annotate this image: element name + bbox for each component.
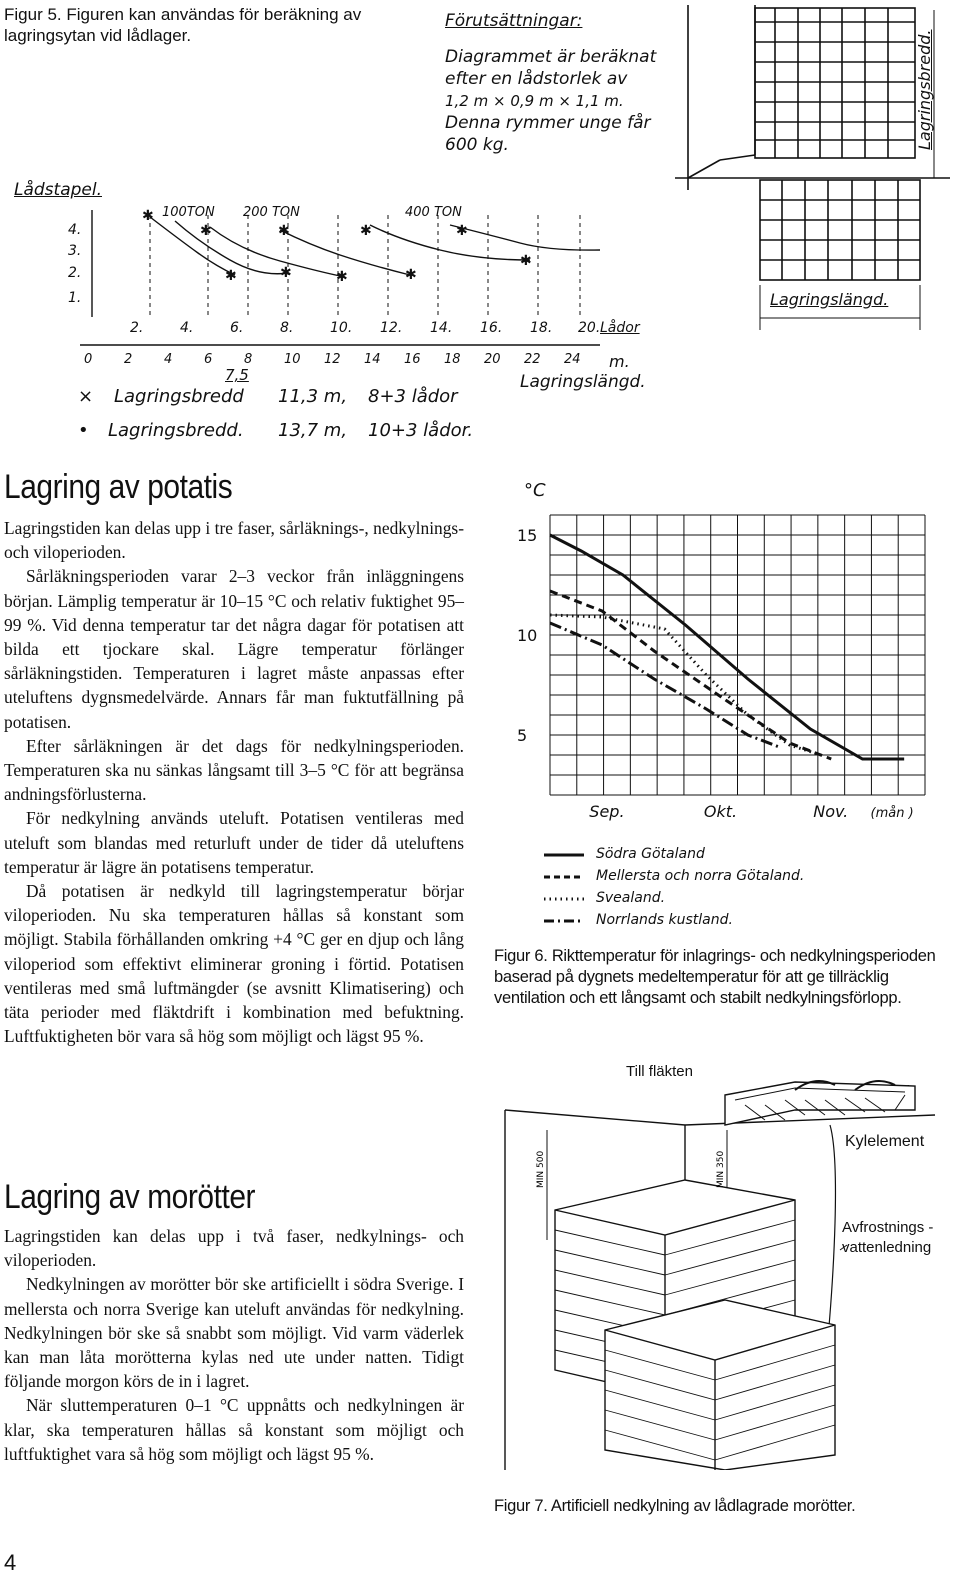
potatis-body xyxy=(4,516,464,1048)
fig5-assumptions xyxy=(445,10,685,156)
y-tick-label: 15 xyxy=(517,526,538,545)
fig6-temperature-chart xyxy=(515,505,960,830)
morotter-body xyxy=(4,1224,464,1466)
svg-text:✱: ✱ xyxy=(280,265,292,281)
svg-text:✱: ✱ xyxy=(336,269,348,285)
x-month-label: Okt. xyxy=(703,802,738,821)
svg-text:✱: ✱ xyxy=(200,223,212,239)
fig6-legend-item: Svealand. xyxy=(596,890,666,906)
fig5-legend xyxy=(78,380,518,448)
series-line-dot xyxy=(550,615,821,755)
svg-text:✱: ✱ xyxy=(278,223,290,239)
fig5-length-dimension-label xyxy=(770,290,888,309)
fig5-assumption-line: 600 kg. xyxy=(445,135,509,155)
figure-5-caption xyxy=(4,4,384,46)
fig5-tonnage-400: 400 TON xyxy=(405,205,462,220)
fig5-langd-axis-label: Lagringslängd. xyxy=(520,372,646,392)
fig5-tonnage-100: 100TON xyxy=(162,205,215,220)
svg-text:✱: ✱ xyxy=(405,267,417,283)
figure-7-caption xyxy=(494,1496,944,1517)
potatis-paragraph: Efter sårläkningen är det dags för nedkylningsperioden. Temperaturen ska nu sänkas långsamt till 3–5 °C för att begränsa andningsförlusterna. xyxy=(4,735,464,805)
x-month-label: (mån ) xyxy=(870,806,914,821)
fig7-storage-drawing xyxy=(495,1070,960,1470)
svg-text:✱: ✱ xyxy=(225,268,237,284)
fig6-legend-item: Mellersta och norra Götaland. xyxy=(596,868,805,884)
fig6-unit-label: °C xyxy=(524,480,546,501)
fig5-stack-tick: 2. xyxy=(68,265,82,281)
fig5-assumption-line: Diagrammet är beräknat xyxy=(445,47,657,67)
cross-marker-icon: × xyxy=(78,386,94,407)
fig5-stack-tick: 4. xyxy=(68,222,82,238)
page-number: 4 xyxy=(4,1550,17,1575)
potatis-heading: Lagring av potatis xyxy=(4,468,233,506)
fig5-assumptions-title: Förutsättningar: xyxy=(445,11,583,31)
x-month-label: Nov. xyxy=(813,802,849,821)
fig6-legend-item: Södra Götaland xyxy=(596,846,705,862)
fig5-assumption-line: efter en lådstorlek av xyxy=(445,69,628,89)
morotter-paragraph: Nedkylningen av morötter bör ske artificiellt i södra Sverige. I mellersta och norra Sverige kan uteluft användas för nedkylning. Nedkylningen bör ske så snabbt som möjligt. Vid varm väderlek kan man låta morötterna kylas ned ute under natten. Tidigt följande morgon körs de in i lagret. xyxy=(4,1274,464,1392)
fig5-stack-tick: 1. xyxy=(68,290,82,306)
fig5-ladstapel-label xyxy=(14,180,102,200)
figure-5-caption-text: Figur 5. Figuren kan användas för beräkning av lagringsytan vid lådlager. xyxy=(4,5,362,45)
figure-6-caption xyxy=(494,946,944,1009)
fig7-defrost-label: Avfrostnings - vattenledning xyxy=(842,1219,934,1256)
potatis-paragraph: Då potatisen är nedkyld till lagringstemperatur börjar viloperioden. Nu ska temperaturen hållas så konstant som möjligt. Stabila förhållanden omkring +4 °C ger en djup och lång viloperiod som effektivt eliminerar groning i förtid. Potatisen ventileras med små luftmängder (se avsnitt Klimatisering) och täta perioder med fläktdrift i kombination med befuktning. Luftfuktigheten bör vara så hög som möjligt och lägst 95 %. xyxy=(4,881,464,1047)
x-month-label: Sep. xyxy=(589,802,625,821)
morotter-paragraph: Lagringstiden kan delas upp i två faser, nedkylnings- och viloperioden. xyxy=(4,1226,464,1271)
y-tick-label: 10 xyxy=(517,626,538,645)
fig5-marker-75: 7,5 xyxy=(225,366,249,384)
fig5-stack-tick: 3. xyxy=(68,243,82,259)
dot-marker-icon: • xyxy=(78,420,89,441)
fig5-tonnage-200: 200 TON xyxy=(243,205,300,220)
svg-text:✱: ✱ xyxy=(142,208,154,224)
svg-text:✱: ✱ xyxy=(360,223,372,239)
series-line-dashdot xyxy=(550,623,779,747)
ladstapel-text: Lådstapel. xyxy=(14,180,102,200)
fig5-assumption-line: Denna rymmer unge får xyxy=(445,113,651,133)
fig6-legend-item: Norrlands kustland. xyxy=(596,912,733,928)
lagringslangd-label: Lagringslängd. xyxy=(770,290,889,309)
morotter-heading: Lagring av morötter xyxy=(4,1178,256,1216)
fig7-min500-label: MIN 500 xyxy=(536,1150,546,1188)
lagringsbredd-label: Lagringsbredd. xyxy=(915,29,934,150)
figure-7-caption-text: Figur 7. Artificiell nedkylning av lådlagrade morötter. xyxy=(494,1497,856,1515)
y-tick-label: 5 xyxy=(517,726,528,745)
fig7-fan-label: Till fläkten xyxy=(626,1063,693,1080)
svg-text:✱: ✱ xyxy=(520,253,532,269)
potatis-paragraph: För nedkylning används uteluft. Potatisen ventileras med uteluft som blandas med returluft under de tider då uteluftens temperatur är lägre än potatisens temperatur. xyxy=(4,808,464,877)
potatis-paragraph: Sårläkningsperioden varar 2–3 veckor från inläggningens början. Lämplig temperatur är 10–15 °C och relativ fuktighet 95–99 %. Vid denna temperatur tar det några dagar för potatisen att bilda ett tjockare skal. Lägre temperatur förlänger sårläkningstiden. Temperaturen i lagret måste anpassas efter uteluftens dygnsmedelvärde. Annars får man fuktutfällning på potatisen. xyxy=(4,566,464,732)
fig5-stack-chart xyxy=(80,205,620,370)
morotter-paragraph: När sluttemperaturen 0–1 °C uppnåtts och nedkylningen är klar, ska temperaturen hållas så konstant som möjligt och luftfuktighet vara så hög som möjligt och lägst 95 %. xyxy=(4,1395,464,1464)
svg-text:✱: ✱ xyxy=(456,223,468,239)
fig5-lador-ticks: 2. 4. 6. 8. 10. 12. 14. 16. 18. 20. Lådor xyxy=(130,320,640,336)
fig7-min350-label: MIN 350 xyxy=(716,1150,726,1188)
fig5-meter-ticks: 0 2 4 6 8 10 12 14 16 18 20 22 24 m. xyxy=(84,352,630,371)
fig5-legend-row: • Lagringsbredd. 13,7 m, 10+3 lådor. xyxy=(78,414,518,448)
fig5-width-dimension-label xyxy=(915,0,934,150)
fig5-assumption-line: 1,2 m × 0,9 m × 1,1 m. xyxy=(445,92,624,110)
figure-6-caption-text: Figur 6. Rikttemperatur för inlagrings- och nedkylningsperioden baserad på dygnets medeltemperatur för att ge tillräcklig ventilation och ett långsamt och stabilt nedkylningsförlopp. xyxy=(494,947,936,1007)
fig7-cooler-label: Kylelement xyxy=(845,1133,925,1150)
fig5-legend-row: × Lagringsbredd 11,3 m, 8+3 lådor xyxy=(78,380,518,414)
potatis-paragraph: Lagringstiden kan delas upp i tre faser, sårläknings-, nedkylnings- och viloperioden. xyxy=(4,518,464,563)
